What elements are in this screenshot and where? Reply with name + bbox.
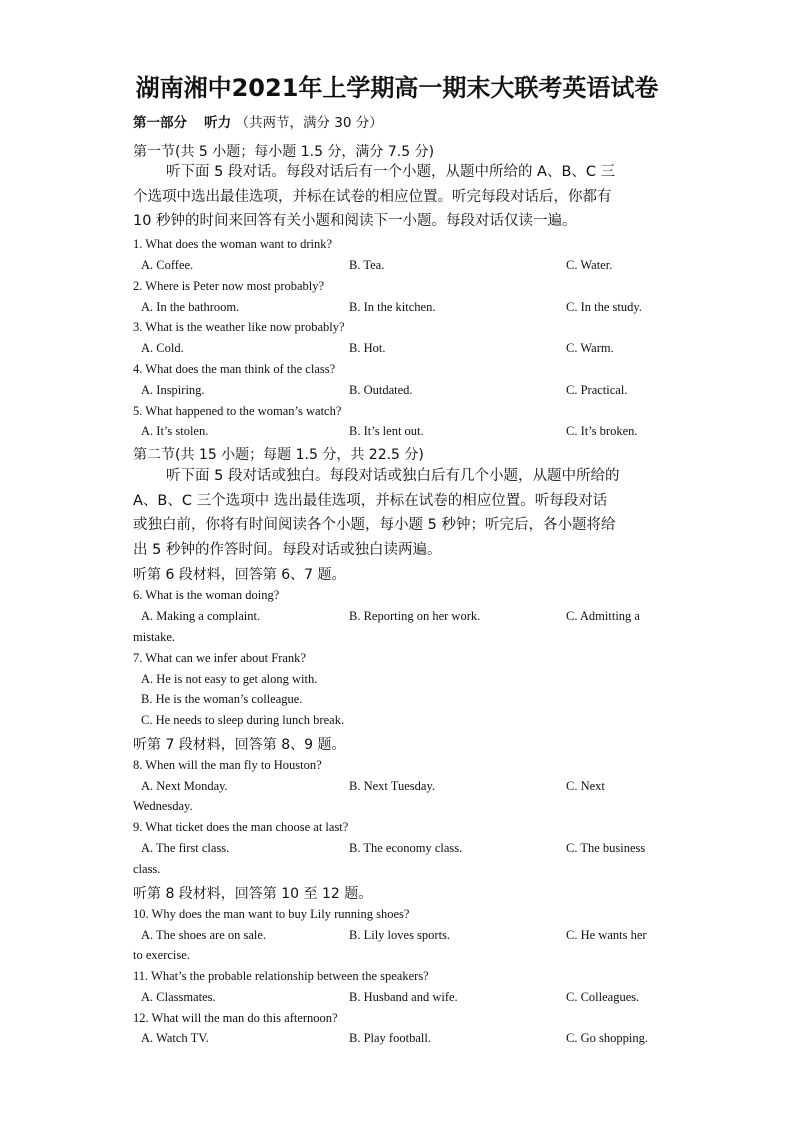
material7-label: 听第 7 段材料，回答第 8、9 题。 (133, 737, 346, 753)
q5-option-b: B. It’s lent out. (349, 424, 424, 438)
q6-option-c: C. Admitting a (566, 609, 640, 623)
section2-instructions (133, 464, 663, 562)
q4-option-a: A. Inspiring. (141, 383, 205, 397)
material6-label: 听第 6 段材料，回答第 6、7 题。 (133, 567, 346, 583)
question-6: 6. What is the woman doing? (133, 588, 280, 602)
q7-option-c: C. He needs to sleep during lunch break. (141, 713, 345, 727)
q1-option-a: A. Coffee. (141, 258, 194, 272)
q2-option-a: A. In the bathroom. (141, 300, 240, 314)
q11-option-a: A. Classmates. (141, 990, 216, 1004)
q8-option-c: C. Next (566, 779, 605, 793)
instruction-line: 个选项中选出最佳选项，并标在试卷的相应位置。听完每段对话后，你都有 (133, 188, 612, 205)
question-7: 7. What can we infer about Frank? (133, 651, 306, 665)
question-10: 10. Why does the man want to buy Lily running shoes? (133, 907, 410, 921)
instruction-line: 听下面 5 段对话或独白。每段对话或独白后有几个小题，从题中所给的 (166, 468, 620, 484)
q1-option-c: C. Water. (566, 258, 613, 272)
q12-option-c: C. Go shopping. (566, 1031, 648, 1045)
instruction-line: 或独白前，你将有时间阅读各个小题，每小题 5 秒钟；听完后，各小题将给 (133, 517, 616, 533)
question-3: 3. What is the weather like now probably? (133, 320, 345, 334)
q10-option-a: A. The shoes are on sale. (141, 928, 267, 942)
section2-heading: 第二节(共 15 小题；每题 1.5 分，共 22.5 分) (133, 447, 424, 463)
q6-option-a: A. Making a complaint. (141, 609, 261, 623)
q10-option-b: B. Lily loves sports. (349, 928, 451, 942)
question-2: 2. Where is Peter now most probably? (133, 279, 325, 293)
q3-option-a: A. Cold. (141, 341, 184, 355)
part1-label: 第一部分 (133, 115, 187, 131)
question-9: 9. What ticket does the man choose at last? (133, 820, 349, 834)
q12-option-a: A. Watch TV. (141, 1031, 209, 1045)
q11-option-b: B. Husband and wife. (349, 990, 458, 1004)
q5-option-a: A. It’s stolen. (141, 424, 209, 438)
q6-option-c-cont: mistake. (133, 630, 176, 644)
question-4: 4. What does the man think of the class? (133, 362, 336, 376)
q9-option-c-cont: class. (133, 862, 161, 876)
q10-option-c-cont: to exercise. (133, 948, 190, 962)
part1-heading (133, 111, 383, 131)
instruction-line: 10 秒钟的时间来回答有关小题和阅读下一小题。每段对话仅读一遍。 (133, 213, 577, 229)
q8-option-a: A. Next Monday. (141, 779, 228, 793)
question-12: 12. What will the man do this afternoon? (133, 1011, 338, 1025)
q3-option-b: B. Hot. (349, 341, 386, 355)
page-title: 湖南湘中2021年上学期高一期末大联考英语试卷 (135, 74, 659, 102)
q4-option-c: C. Practical. (566, 383, 628, 397)
q8-option-c-cont: Wednesday. (133, 799, 193, 813)
question-1: 1. What does the woman want to drink? (133, 237, 333, 251)
part1-name: 听力 (204, 115, 232, 131)
q9-option-c: C. The business (566, 841, 646, 855)
q9-option-a: A. The first class. (141, 841, 230, 855)
q2-option-c: C. In the study. (566, 300, 642, 314)
q7-option-b: B. He is the woman’s colleague. (141, 692, 303, 706)
question-11: 11. What’s the probable relationship between the speakers? (133, 969, 429, 983)
q1-option-b: B. Tea. (349, 258, 385, 272)
section1-heading: 第一节(共 5 小题；每小题 1.5 分，满分 7.5 分) (133, 144, 435, 160)
material8-label: 听第 8 段材料，回答第 10 至 12 题。 (133, 886, 373, 902)
instruction-line: 听下面 5 段对话。每段对话后有一个小题，从题中所给的 A、B、C 三 (166, 164, 616, 180)
question-5: 5. What happened to the woman’s watch? (133, 404, 342, 418)
part1-note: （共两节，满分 30 分） (235, 115, 383, 131)
q2-option-b: B. In the kitchen. (349, 300, 436, 314)
q4-option-b: B. Outdated. (349, 383, 413, 397)
instruction-line: 出 5 秒钟的作答时间。每段对话或独白读两遍。 (133, 541, 442, 558)
q3-option-c: C. Warm. (566, 341, 614, 355)
section1-instructions (133, 160, 663, 234)
q11-option-c: C. Colleagues. (566, 990, 640, 1004)
q8-option-b: B. Next Tuesday. (349, 779, 436, 793)
q6-option-b: B. Reporting on her work. (349, 609, 481, 623)
q5-option-c: C. It’s broken. (566, 424, 638, 438)
q7-option-a: A. He is not easy to get along with. (141, 672, 318, 686)
instruction-line: A、B、C 三个选项中 选出最佳选项，并标在试卷的相应位置。听每段对话 (133, 492, 608, 509)
q10-option-c: C. He wants her (566, 928, 647, 942)
q12-option-b: B. Play football. (349, 1031, 431, 1045)
question-8: 8. When will the man fly to Houston? (133, 758, 322, 772)
q9-option-b: B. The economy class. (349, 841, 463, 855)
